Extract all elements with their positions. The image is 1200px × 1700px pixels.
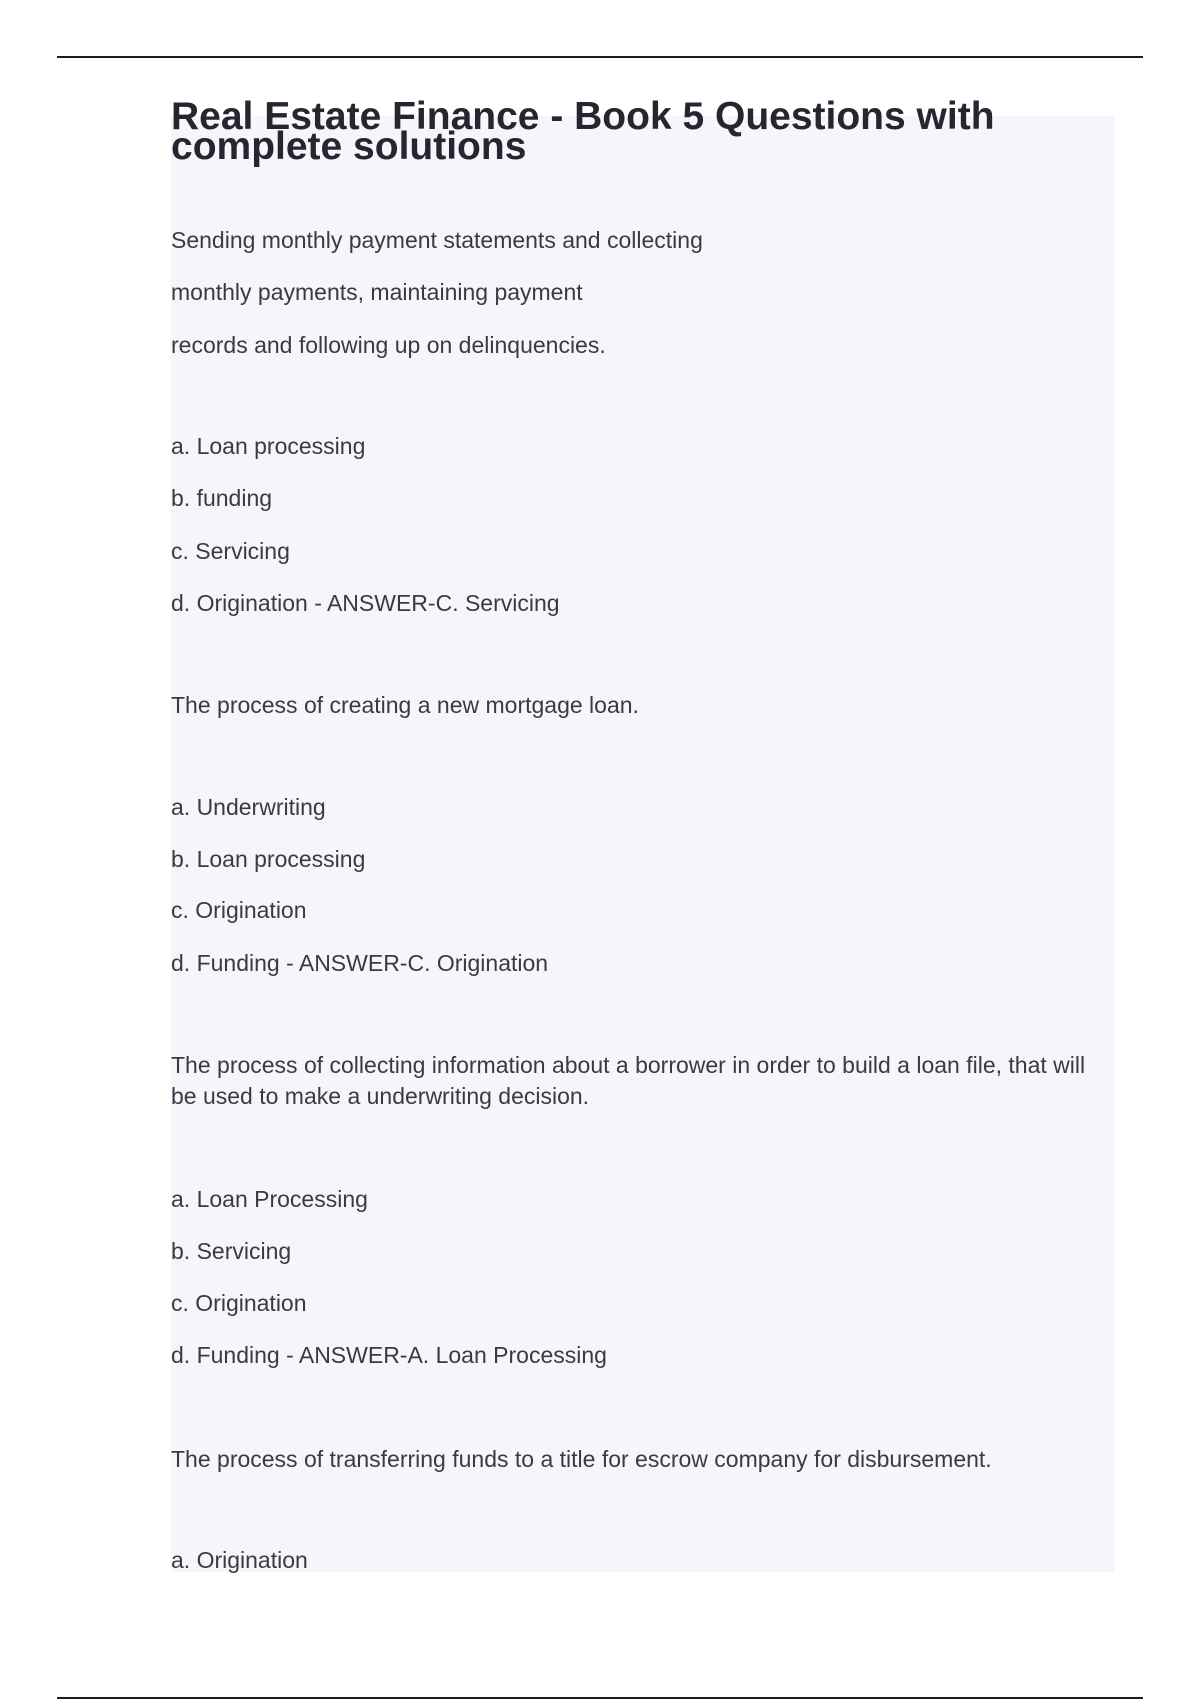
question-1-prompt-line-1: Sending monthly payment statements and collecting — [171, 227, 703, 253]
document-title: Real Estate Finance - Book 5 Questions with complete solutions — [171, 95, 995, 168]
question-1-option-a: a. Loan processing — [171, 433, 366, 459]
question-3-prompt: The process of collecting information about a borrower in order to build a loan file, that will be used to make a underwriting decision. — [171, 1052, 1086, 1109]
question-1-option-c: c. Servicing — [171, 538, 290, 564]
footer-rule — [57, 1697, 1143, 1699]
question-2-option-c: c. Origination — [171, 897, 307, 923]
question-2-prompt-line-1: The process of creating a new mortgage loan. — [171, 692, 639, 718]
question-3-option-d-answer: d. Funding - ANSWER-A. Loan Processing — [171, 1342, 607, 1368]
question-1-prompt-line-3: records and following up on delinquencies. — [171, 332, 606, 358]
question-1-option-d-answer: d. Origination - ANSWER-C. Servicing — [171, 590, 560, 616]
question-3-option-c: c. Origination — [171, 1290, 307, 1316]
question-2-option-a: a. Underwriting — [171, 794, 326, 820]
question-1-prompt-line-2: monthly payments, maintaining payment — [171, 279, 583, 305]
question-1-option-b: b. funding — [171, 485, 273, 511]
question-3-option-a: a. Loan Processing — [171, 1186, 368, 1212]
question-3-option-b: b. Servicing — [171, 1238, 292, 1264]
question-2-option-b: b. Loan processing — [171, 846, 366, 872]
header-rule — [57, 56, 1143, 58]
question-2-option-d-answer: d. Funding - ANSWER-C. Origination — [171, 950, 549, 976]
question-4-option-a: a. Origination — [171, 1547, 308, 1573]
question-4-prompt-line-1: The process of transferring funds to a title for escrow company for disbursement. — [171, 1446, 992, 1472]
